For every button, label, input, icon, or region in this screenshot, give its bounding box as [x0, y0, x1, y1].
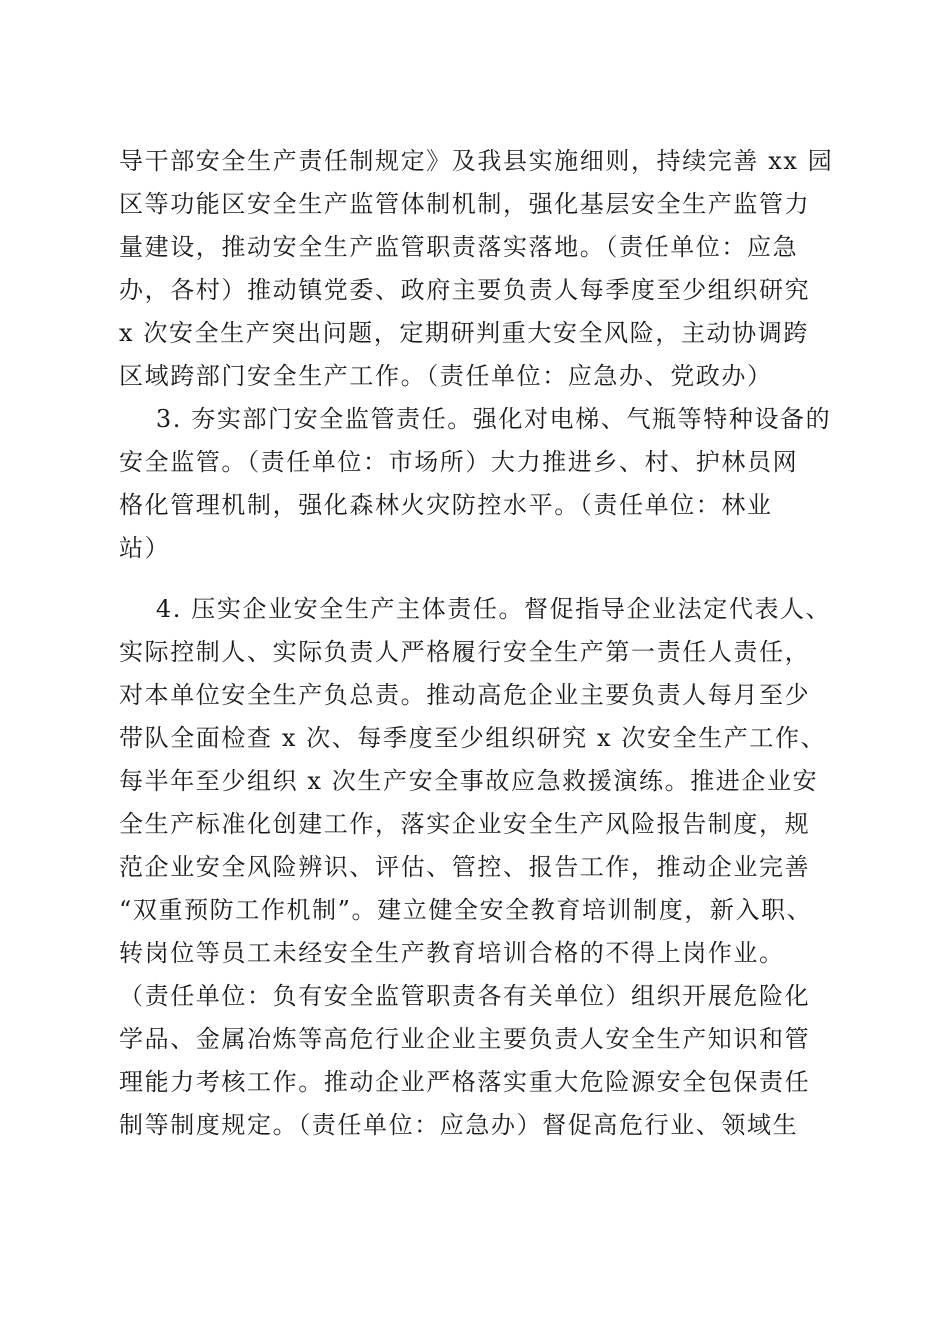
paragraph-1-line-6: 区域跨部门安全生产工作。（责任单位：应急办、党政办）: [119, 362, 773, 390]
paragraph-2-line-3: 格化管理机制，强化森林火灾防控水平。（责任单位：林业: [119, 491, 773, 519]
paragraph-3-line-9: 转岗位等员工未经安全生产教育培训合格的不得上岗作业。: [119, 939, 785, 967]
paragraph-3-line-4: 带队全面检查 x 次、每季度至少组织研究 x 次安全生产工作、: [119, 724, 827, 752]
paragraph-3-line-8: “双重预防工作机制”。建立健全安全教育培训制度，新入职、: [119, 896, 813, 924]
paragraph-3-line-12: 理能力考核工作。推动企业严格落实重大危险源安全包保责任: [119, 1068, 811, 1096]
paragraph-3-line-2: 实际控制人、实际负责人严格履行安全生产第一责任人责任，: [119, 638, 811, 666]
paragraph-1-line-3: 量建设，推动安全生产监管职责落实落地。（责任单位：应急: [119, 233, 799, 261]
paragraph-3-line-7: 范企业安全风险辨识、评估、管控、报告工作，推动企业完善: [119, 853, 811, 881]
paragraph-2-line-1: 3. 夯实部门安全监管责任。强化对电梯、气瓶等特种设备的: [119, 405, 832, 433]
paragraph-1-line-4: 办，各村）推动镇党委、政府主要负责人每季度至少组织研究: [119, 276, 811, 304]
paragraph-3-line-3: 对本单位安全生产负总责。推动高危企业主要负责人每月至少: [119, 681, 811, 709]
paragraph-2-line-2: 安全监管。（责任单位：市场所）大力推进乡、村、护林员网: [119, 448, 799, 476]
paragraph-3-line-6: 全生产标准化创建工作，落实企业安全生产风险报告制度，规: [119, 810, 811, 838]
paragraph-3-line-13: 制等制度规定。（责任单位：应急办）督促高危行业、领域生: [119, 1111, 799, 1139]
paragraph-3-line-5: 每半年至少组织 x 次生产安全事故应急救援演练。推进企业安: [119, 767, 819, 795]
paragraph-1-line-2: 区等功能区安全生产监管体制机制，强化基层安全生产监管力: [119, 190, 811, 218]
paragraph-3-line-10: （责任单位：负有安全监管职责各有关单位）组织开展危险化: [119, 982, 811, 1010]
paragraph-1-line-1: 导干部安全生产责任制规定》及我县实施细则，持续完善 xx 园: [119, 147, 834, 175]
paragraph-spacer: [119, 570, 831, 588]
document-body: [119, 140, 834, 1147]
paragraph-1-line-5: x 次安全生产突出问题，定期研判重大安全风险，主动协调跨: [119, 319, 809, 347]
paragraph-2-line-4: 站）: [119, 534, 171, 562]
paragraph-3-line-11: 学品、金属冶炼等高危行业企业主要负责人安全生产知识和管: [119, 1025, 811, 1053]
paragraph-3-line-1: 4. 压实企业安全生产主体责任。督促指导企业法定代表人、: [119, 595, 832, 623]
